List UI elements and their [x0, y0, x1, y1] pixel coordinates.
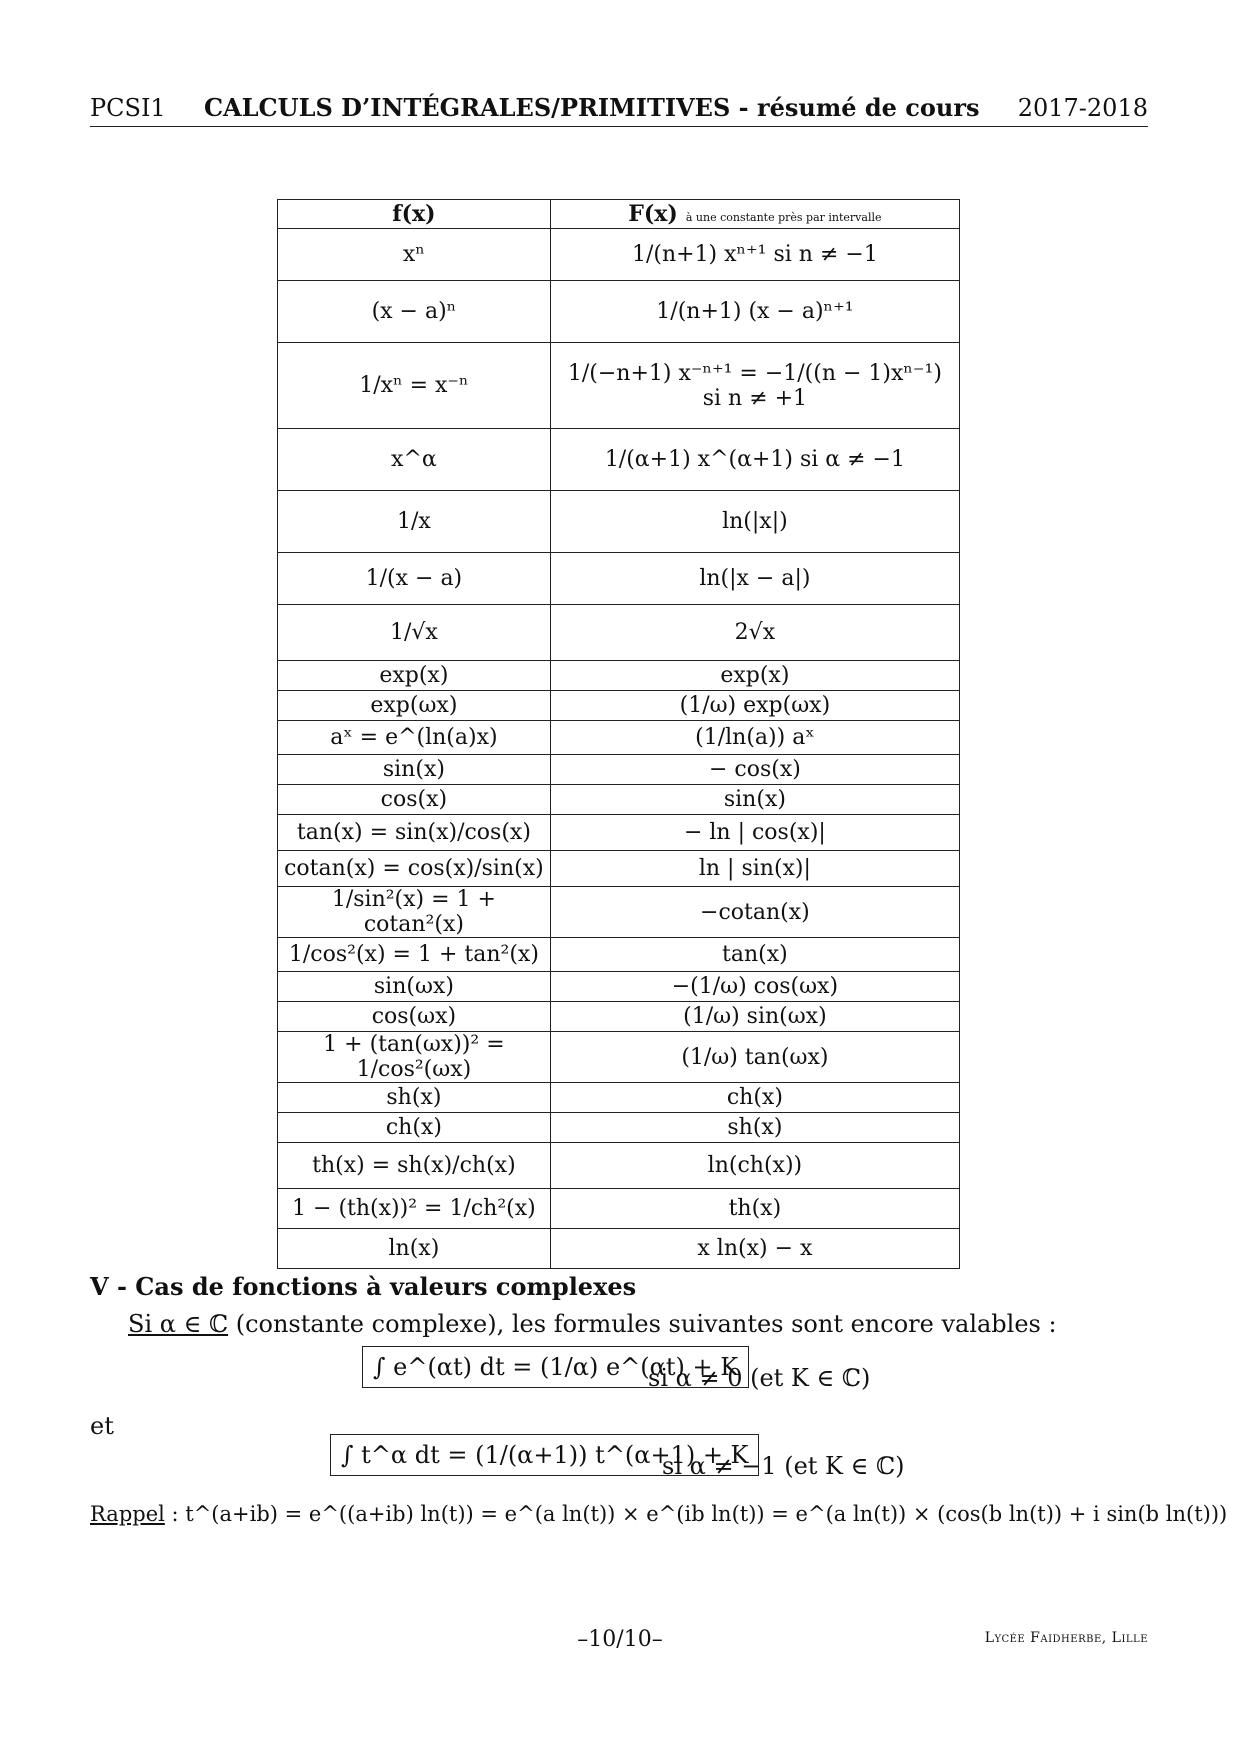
connector-et: et [90, 1412, 114, 1440]
cell-f: 1/cos²(x) = 1 + tan²(x) [278, 938, 551, 972]
cell-f: tan(x) = sin(x)/cos(x) [278, 815, 551, 851]
cell-F: ln(ch(x)) [550, 1143, 959, 1189]
cell-f: th(x) = sh(x)/ch(x) [278, 1143, 551, 1189]
rappel-text: : t^(a+ib) = e^((a+ib) ln(t)) = e^(a ln(t)) × e^(ib ln(t)) = e^(a ln(t)) × (cos(b ln(t)) + i sin(b ln(t))) [164, 1502, 1228, 1526]
cell-F: ln(|x − a|) [550, 553, 959, 605]
cell-f: 1/x [278, 491, 551, 553]
cell-F: ln | sin(x)| [550, 851, 959, 887]
intro-text: (constante complexe), les formules suivantes sont encore valables : [228, 1310, 1057, 1338]
table-row [278, 972, 960, 1002]
cell-F: ln(|x|) [550, 491, 959, 553]
table-row [278, 1032, 960, 1083]
cell-F: 1/(−n+1) x⁻ⁿ⁺¹ = −1/((n − 1)xⁿ⁻¹) si n ≠ +1 [550, 343, 959, 429]
rappel-label: Rappel [90, 1502, 165, 1526]
cell-F: tan(x) [550, 938, 959, 972]
table-row [278, 229, 960, 281]
table-row [278, 815, 960, 851]
table-row [278, 281, 960, 343]
cell-f: 1/xⁿ = x⁻ⁿ [278, 343, 551, 429]
table-row [278, 1189, 960, 1229]
header-title: CALCULS D’INTÉGRALES/PRIMITIVES - résumé de cours [203, 93, 980, 122]
cell-F: 1/(n+1) (x − a)ⁿ⁺¹ [550, 281, 959, 343]
column-header-F [550, 200, 959, 229]
rappel-line [90, 1502, 1227, 1526]
cell-F: −cotan(x) [550, 887, 959, 938]
cell-f: cos(x) [278, 785, 551, 815]
cell-f: exp(x) [278, 661, 551, 691]
table-row [278, 691, 960, 721]
cell-F: −(1/ω) cos(ωx) [550, 972, 959, 1002]
table-row [278, 491, 960, 553]
header-class: PCSI1 [90, 94, 166, 122]
cell-F: x ln(x) − x [550, 1229, 959, 1269]
table-row [278, 938, 960, 972]
section-title: V - Cas de fonctions à valeurs complexes [90, 1272, 637, 1301]
cell-f: 1 − (th(x))² = 1/ch²(x) [278, 1189, 551, 1229]
table-row [278, 755, 960, 785]
header-year: 2017-2018 [1017, 94, 1148, 122]
cell-f: sin(x) [278, 755, 551, 785]
page-header [90, 88, 1148, 127]
cell-F: 2√x [550, 605, 959, 661]
primitives-table [277, 199, 960, 1269]
cell-F: th(x) [550, 1189, 959, 1229]
table-row [278, 785, 960, 815]
cell-F: (1/ω) sin(ωx) [550, 1002, 959, 1032]
column-header-F-note: à une constante près par intervalle [685, 211, 882, 224]
cell-f: exp(ωx) [278, 691, 551, 721]
table-row [278, 661, 960, 691]
formula-power-condition: si α ≠ −1 (et K ∈ ℂ) [662, 1452, 905, 1480]
cell-f: 1/(x − a) [278, 553, 551, 605]
cell-f: 1/sin²(x) = 1 + cotan²(x) [278, 887, 551, 938]
cell-F: − cos(x) [550, 755, 959, 785]
intro-condition: Si α ∈ ℂ [128, 1310, 229, 1338]
table-row [278, 721, 960, 755]
cell-f: sh(x) [278, 1083, 551, 1113]
table-row [278, 553, 960, 605]
cell-F: 1/(α+1) x^(α+1) si α ≠ −1 [550, 429, 959, 491]
table-row [278, 851, 960, 887]
column-header-f: f(x) [278, 200, 551, 229]
school-name: Lycée Faidherbe, Lille [984, 1630, 1148, 1646]
table-row [278, 887, 960, 938]
cell-f: aˣ = e^(ln(a)x) [278, 721, 551, 755]
cell-f: xⁿ [278, 229, 551, 281]
cell-f: cotan(x) = cos(x)/sin(x) [278, 851, 551, 887]
cell-F: (1/ω) tan(ωx) [550, 1032, 959, 1083]
table-row [278, 343, 960, 429]
cell-f: ch(x) [278, 1113, 551, 1143]
table-row [278, 1229, 960, 1269]
table-header-row [278, 200, 960, 229]
formula-exp: ∫ e^(αt) dt = (1/α) e^(αt) + K [373, 1353, 739, 1381]
cell-f: sin(ωx) [278, 972, 551, 1002]
table-row [278, 429, 960, 491]
formula-power: ∫ t^α dt = (1/(α+1)) t^(α+1) + K [341, 1441, 749, 1469]
column-header-F-label: F(x) [628, 201, 678, 227]
cell-F: ch(x) [550, 1083, 959, 1113]
cell-F: sin(x) [550, 785, 959, 815]
table-row [278, 1143, 960, 1189]
table-row [278, 1002, 960, 1032]
cell-F: exp(x) [550, 661, 959, 691]
section-intro [128, 1310, 1057, 1338]
cell-F: (1/ln(a)) aˣ [550, 721, 959, 755]
table-row [278, 1113, 960, 1143]
cell-F: (1/ω) exp(ωx) [550, 691, 959, 721]
table-row [278, 605, 960, 661]
cell-f: (x − a)ⁿ [278, 281, 551, 343]
cell-f: x^α [278, 429, 551, 491]
table-row [278, 1083, 960, 1113]
page-number: –10/10– [577, 1627, 663, 1652]
cell-F: sh(x) [550, 1113, 959, 1143]
cell-f: ln(x) [278, 1229, 551, 1269]
cell-f: cos(ωx) [278, 1002, 551, 1032]
cell-F: − ln | cos(x)| [550, 815, 959, 851]
formula-exp-condition: si α ≠ 0 (et K ∈ ℂ) [648, 1364, 871, 1392]
cell-f: 1/√x [278, 605, 551, 661]
cell-F: 1/(n+1) xⁿ⁺¹ si n ≠ −1 [550, 229, 959, 281]
table-body [278, 229, 960, 1269]
cell-f: 1 + (tan(ωx))² = 1/cos²(ωx) [278, 1032, 551, 1083]
